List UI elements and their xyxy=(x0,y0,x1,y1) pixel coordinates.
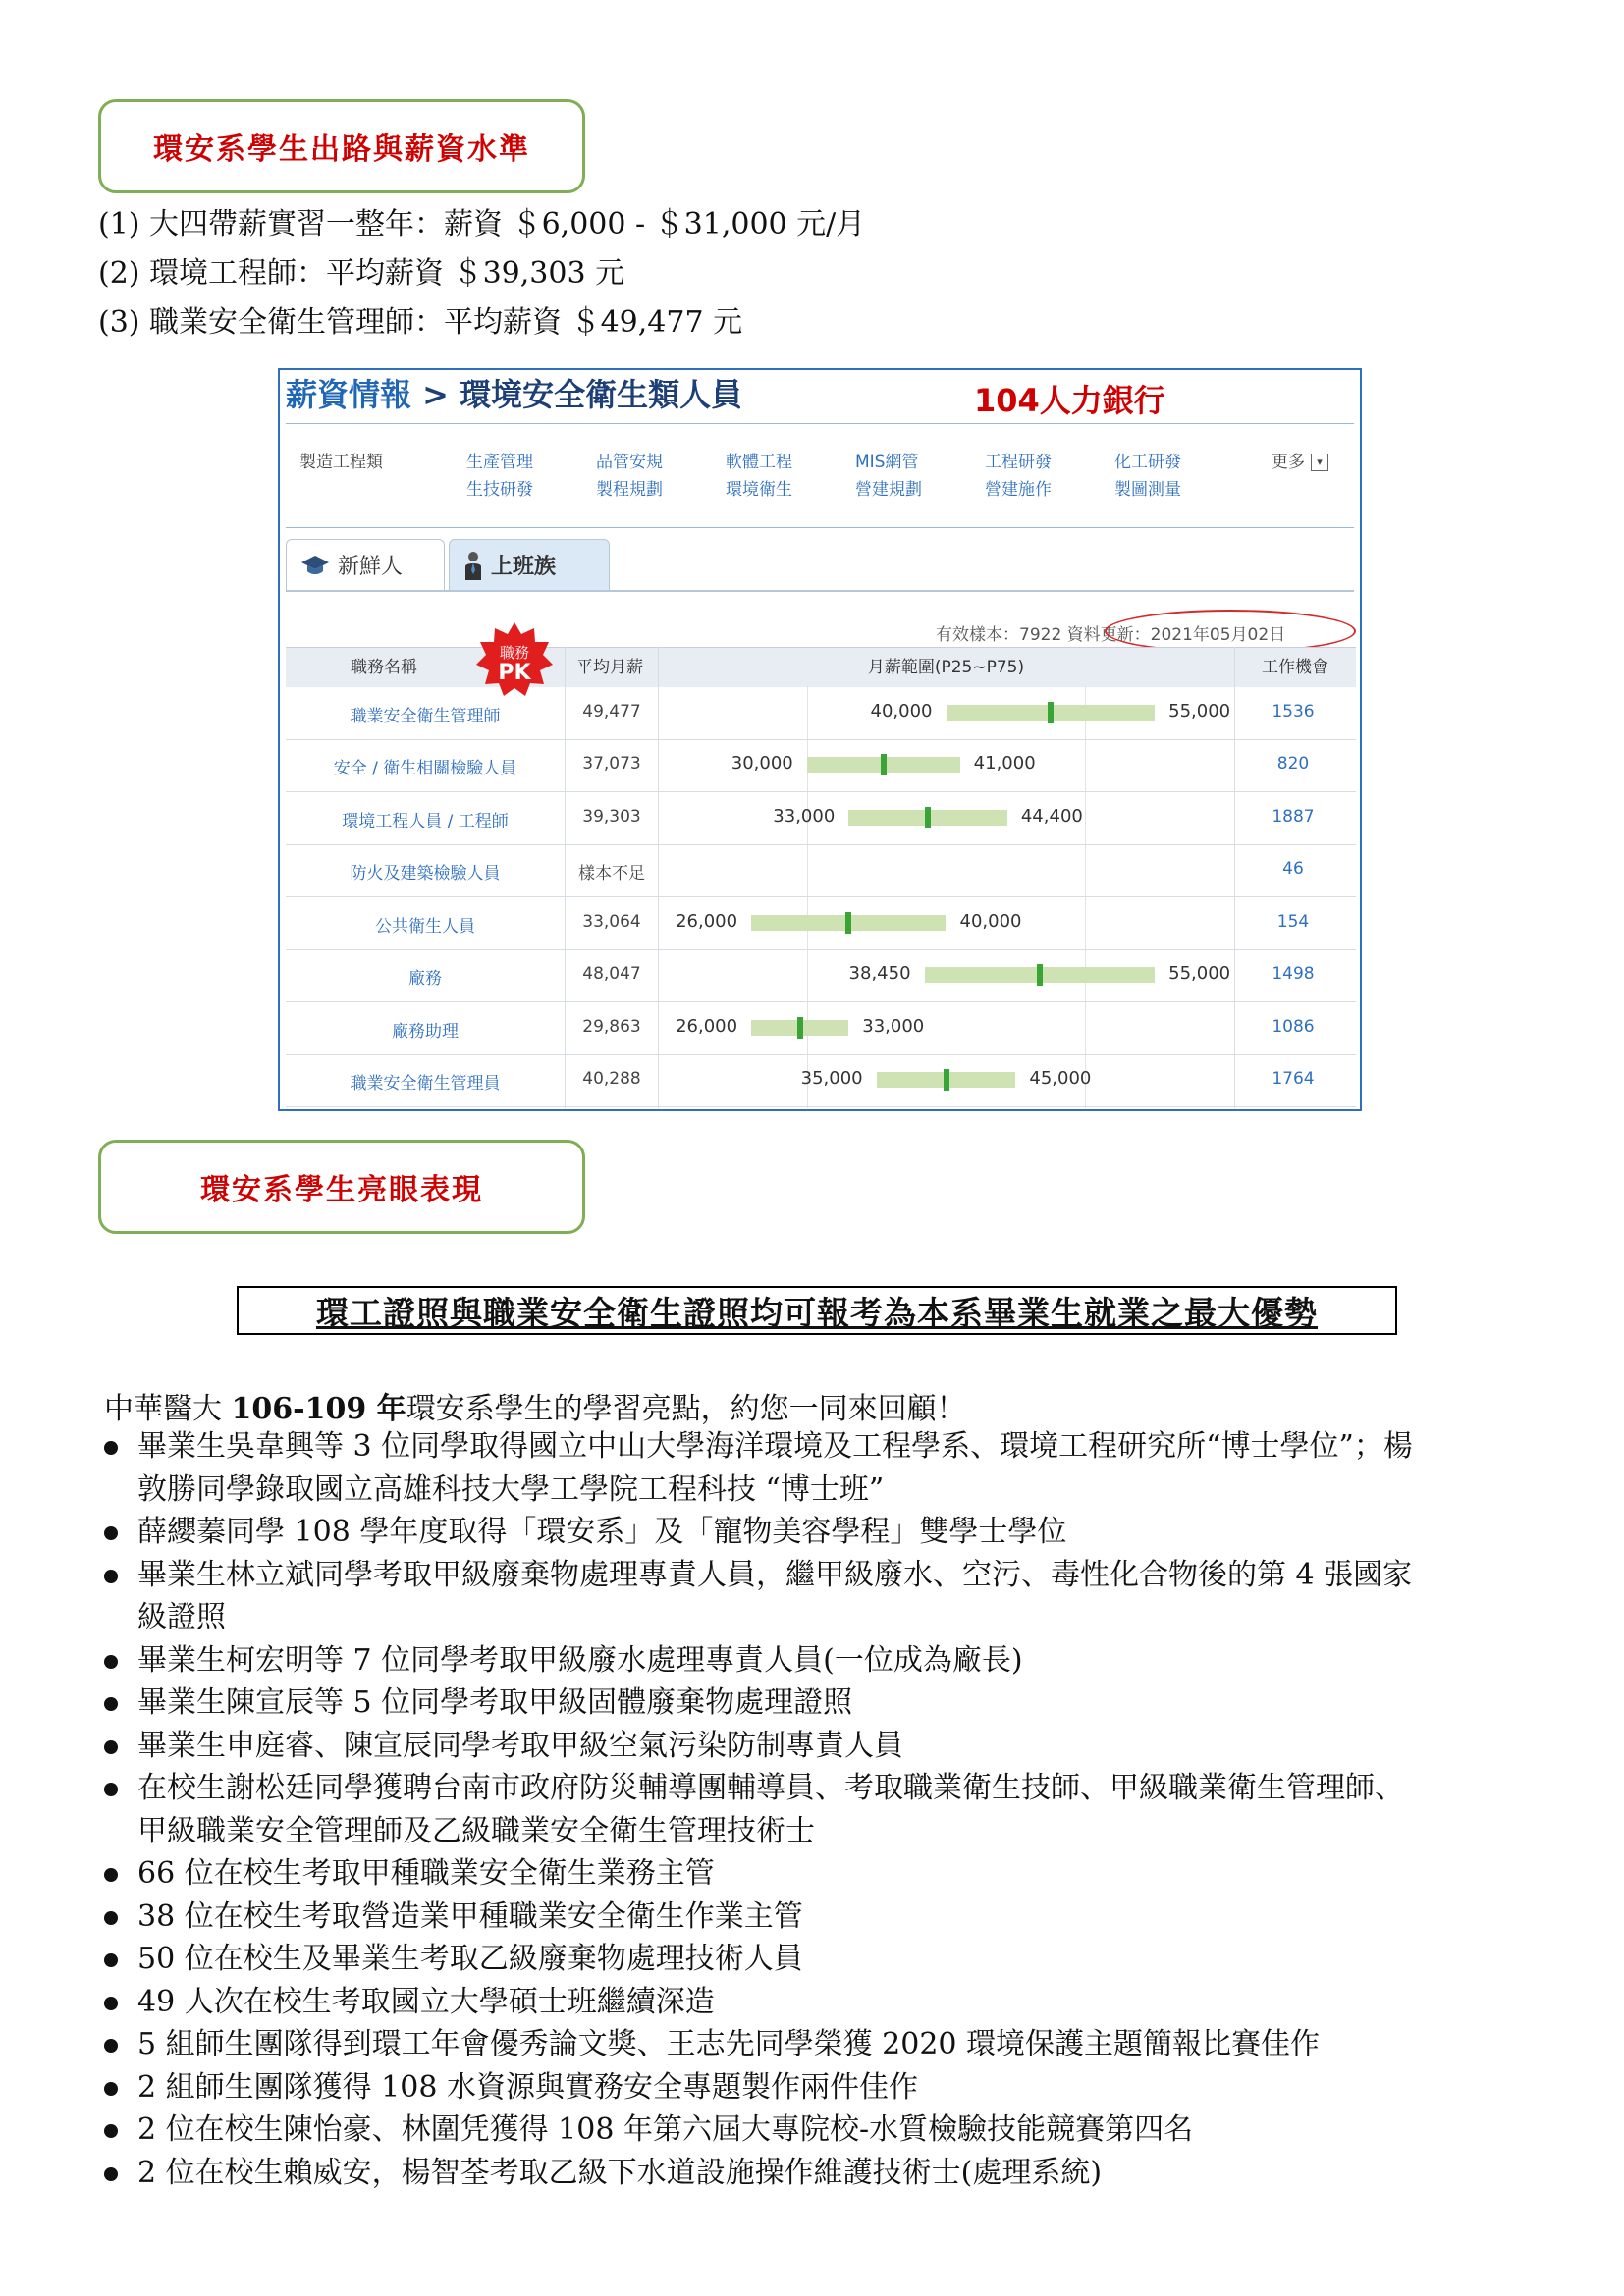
category-link[interactable]: 營建規劃 xyxy=(855,480,922,500)
list-item xyxy=(104,2109,1193,2152)
avg-salary: 49,477 xyxy=(582,701,641,721)
panel-title-rest: > 環境安全衛生類人員 xyxy=(411,376,743,413)
range-low-label: 38,450 xyxy=(848,963,911,985)
range-high-label: 44,400 xyxy=(1020,805,1083,827)
list-item-text: 畢業生申庭睿、陳宣辰同學考取甲級空氣污染防制專責人員 xyxy=(137,1728,903,1763)
bullet-icon xyxy=(104,1441,118,1455)
table-header xyxy=(286,644,1356,687)
salary-median-mark xyxy=(881,754,887,775)
avg-salary: 39,303 xyxy=(582,806,641,827)
pk-badge-bottom: PK xyxy=(498,661,531,685)
range-high-label: 33,000 xyxy=(862,1015,925,1037)
list-item-text: 薛纓蓁同學 108 學年度取得「環安系」及「寵物美容學程」雙學士學位 xyxy=(137,1515,1067,1549)
openings-link[interactable]: 1887 xyxy=(1272,806,1315,827)
row-divider xyxy=(286,739,1356,740)
list-item-text: 66 位在校生考取甲種職業安全衛生業務主管 xyxy=(137,1856,715,1891)
list-item xyxy=(104,1682,852,1725)
avg-salary: 48,047 xyxy=(582,964,641,985)
list-item xyxy=(104,2066,918,2109)
panel-title-lead[interactable]: 薪資情報 xyxy=(286,376,412,413)
bullet-icon xyxy=(104,1526,118,1540)
panel-title xyxy=(286,370,742,415)
list-item-text: 49 人次在校生考取國立大學碩士班繼續深造 xyxy=(137,1984,715,2019)
chevron-down-icon: ▾ xyxy=(1311,454,1328,471)
row-divider xyxy=(286,844,1356,845)
job-name-link[interactable]: 公共衛生人員 xyxy=(375,916,475,936)
avg-salary: 樣本不足 xyxy=(578,864,645,884)
list-item xyxy=(104,1767,1404,1810)
list-item-text: 2 位在校生陳怡豪、林圍凭獲得 108 年第六屆大專院校-水質檢驗技能競賽第四名 xyxy=(137,2112,1194,2147)
salary-line: (2) 環境工程師：平均薪資 ＄39,303 元 xyxy=(98,256,625,291)
tab-new-graduate[interactable] xyxy=(286,539,445,590)
avg-salary: 33,064 xyxy=(582,911,641,932)
bullet-icon xyxy=(104,2124,118,2138)
job-name-link[interactable]: 職業安全衛生管理員 xyxy=(350,1074,501,1095)
category-link[interactable]: MIS網管 xyxy=(855,453,919,472)
category-label: 製造工程類 xyxy=(299,453,383,472)
column-divider xyxy=(658,647,659,1108)
pk-badge-top: 職務 xyxy=(499,644,530,662)
bullet-icon xyxy=(104,1783,118,1796)
category-link[interactable]: 化工研發 xyxy=(1114,453,1181,472)
header-range: 月薪範圍(P25~P75) xyxy=(867,658,1025,677)
section-title: 環安系學生亮眼表現 xyxy=(200,1173,483,1207)
range-low-label: 26,000 xyxy=(676,1015,738,1037)
category-link[interactable]: 環境衛生 xyxy=(726,480,792,500)
salary-median-mark xyxy=(1048,702,1054,723)
list-item-text: 畢業生柯宏明等 7 位同學考取甲級廢水處理專責人員(一位成為廠長) xyxy=(137,1642,1023,1678)
category-link[interactable]: 製程規劃 xyxy=(596,480,663,500)
list-item xyxy=(104,1938,803,1981)
openings-link[interactable]: 820 xyxy=(1276,754,1310,774)
list-item xyxy=(104,1554,1412,1597)
bullet-icon xyxy=(104,1911,118,1925)
range-gridline xyxy=(1085,686,1086,1108)
range-high-label: 40,000 xyxy=(959,910,1022,932)
category-link[interactable]: 營建施作 xyxy=(985,480,1052,500)
row-divider xyxy=(286,949,1356,950)
salary-median-mark xyxy=(944,1069,949,1091)
divider xyxy=(286,590,1354,592)
openings-link[interactable]: 1536 xyxy=(1272,701,1315,721)
intro-line xyxy=(104,1384,966,1427)
list-item xyxy=(104,1511,1066,1554)
list-item-text: 2 位在校生賴威安，楊智荃考取乙級下水道設施操作維護技術士(處理系統) xyxy=(137,2155,1103,2190)
salary-line: (3) 職業安全衛生管理師：平均薪資 ＄49,477 元 xyxy=(98,305,743,340)
row-divider xyxy=(286,1054,1356,1055)
list-item xyxy=(104,1896,803,1939)
category-link[interactable]: 品管安規 xyxy=(596,453,663,472)
list-item xyxy=(104,2023,1320,2066)
range-low-label: 26,000 xyxy=(676,910,738,932)
list-item-text: 38 位在校生考取營造業甲種職業安全衛生作業主管 xyxy=(137,1898,803,1934)
list-item-continuation: 甲級職業安全管理師及乙級職業安全衛生管理技術士 xyxy=(137,1813,815,1848)
salary-median-mark xyxy=(797,1017,803,1039)
job-name-link[interactable]: 安全 / 衛生相關檢驗人員 xyxy=(333,759,517,779)
tab-office-worker[interactable] xyxy=(449,539,610,590)
openings-link[interactable]: 154 xyxy=(1276,911,1310,932)
worker-icon xyxy=(463,551,483,580)
bullet-icon xyxy=(104,1697,118,1711)
bullet-icon xyxy=(104,2167,118,2181)
pk-badge[interactable] xyxy=(475,620,554,699)
salary-line: (1) 大四帶薪實習一整年：薪資 ＄6,000 - ＄31,000 元/月 xyxy=(98,207,866,241)
row-divider xyxy=(286,1106,1356,1107)
salary-median-mark xyxy=(1037,964,1043,986)
openings-link[interactable]: 1764 xyxy=(1272,1069,1315,1090)
tab-label: 新鮮人 xyxy=(338,555,404,579)
range-high-label: 41,000 xyxy=(973,753,1036,774)
highlight-title: 環工證照與職業安全衛生證照均可報考為本系畢業生就業之最大優勢 xyxy=(237,1286,1397,1335)
list-item xyxy=(104,1425,1413,1468)
salary-median-mark xyxy=(925,807,931,828)
graduation-cap-icon xyxy=(300,554,330,577)
divider xyxy=(286,527,1354,528)
row-divider xyxy=(286,791,1356,792)
range-high-label: 55,000 xyxy=(1168,963,1231,985)
salary-info-panel xyxy=(278,368,1362,1111)
row-divider xyxy=(286,896,1356,897)
header-openings: 工作機會 xyxy=(1262,658,1328,677)
intro-text: 環安系學生的學習亮點，約您一同來回顧！ xyxy=(406,1392,966,1426)
intro-years: 106-109 年 xyxy=(231,1392,406,1426)
header-avg: 平均月薪 xyxy=(576,658,643,677)
openings-link[interactable]: 1498 xyxy=(1272,964,1315,985)
section-title-box xyxy=(98,1140,585,1234)
list-item xyxy=(104,1852,715,1896)
list-item-continuation: 級證照 xyxy=(137,1600,226,1634)
salary-median-mark xyxy=(845,912,851,934)
header-job: 職務名稱 xyxy=(351,658,417,677)
row-divider xyxy=(286,1001,1356,1002)
bullet-icon xyxy=(104,1740,118,1754)
bullet-icon xyxy=(104,1868,118,1882)
job-name-link[interactable]: 職業安全衛生管理師 xyxy=(350,706,501,726)
range-high-label: 45,000 xyxy=(1029,1068,1092,1090)
more-button[interactable] xyxy=(1272,449,1328,476)
category-link[interactable]: 生技研發 xyxy=(466,480,533,500)
list-item-text: 50 位在校生及畢業生考取乙級廢棄物處理技術人員 xyxy=(137,1942,803,1976)
bullet-icon xyxy=(104,1655,118,1669)
bullet-icon xyxy=(104,1997,118,2010)
list-item-text: 在校生謝松廷同學獲聘台南市政府防災輔導團輔導員、考取職業衛生技師、甲級職業衛生管理師、 xyxy=(137,1771,1404,1805)
openings-link[interactable]: 46 xyxy=(1282,859,1304,880)
category-link[interactable]: 軟體工程 xyxy=(726,453,792,472)
job-name-link[interactable]: 廠務助理 xyxy=(392,1021,459,1041)
range-high-label: 55,000 xyxy=(1168,700,1231,721)
range-low-label: 30,000 xyxy=(731,753,793,774)
tab-label: 上班族 xyxy=(491,555,557,579)
brand-label: 104人力銀行 xyxy=(974,382,1165,419)
section-title: 環安系學生出路與薪資水準 xyxy=(153,133,530,167)
list-item-text: 畢業生林立斌同學考取甲級廢棄物處理專責人員，繼甲級廢水、空污、毒性化合物後的第 4 張國家 xyxy=(137,1557,1413,1592)
range-low-label: 40,000 xyxy=(870,700,933,721)
avg-salary: 37,073 xyxy=(582,754,641,774)
avg-salary: 40,288 xyxy=(582,1069,641,1090)
list-item xyxy=(104,1981,715,2024)
more-label: 更多 xyxy=(1272,453,1305,472)
intro-text: 中華醫大 xyxy=(104,1392,232,1426)
divider xyxy=(286,423,1354,424)
bullet-icon xyxy=(104,2039,118,2053)
section-title-box xyxy=(98,99,585,193)
list-item xyxy=(104,1639,1023,1682)
bullet-icon xyxy=(104,1953,118,1967)
category-link[interactable]: 製圖測量 xyxy=(1114,480,1181,500)
list-item-text: 2 組師生團隊獲得 108 水資源與實務安全專題製作兩件佳作 xyxy=(137,2069,918,2105)
list-item-text: 畢業生吳韋興等 3 位同學取得國立中山大學海洋環境及工程學系、環境工程研究所“博士學位”；楊 xyxy=(137,1429,1413,1464)
category-link[interactable]: 生產管理 xyxy=(466,453,533,472)
job-name-link[interactable]: 廠務 xyxy=(408,969,442,989)
range-gridline xyxy=(807,686,808,1108)
bullet-icon xyxy=(104,2082,118,2096)
job-name-link[interactable]: 環境工程人員 / 工程師 xyxy=(342,811,509,831)
list-item-continuation: 敦勝同學錄取國立高雄科技大學工學院工程科技 “博士班” xyxy=(137,1471,885,1507)
list-item xyxy=(104,1725,903,1768)
openings-link[interactable]: 1086 xyxy=(1272,1016,1315,1037)
list-item xyxy=(104,2152,1102,2195)
job-name-link[interactable]: 防火及建築檢驗人員 xyxy=(350,864,501,884)
bullet-icon xyxy=(104,1570,118,1583)
avg-salary: 29,863 xyxy=(582,1016,641,1037)
list-item-text: 5 組師生團隊得到環工年會優秀論文獎、王志先同學榮獲 2020 環境保護主題簡報比賽佳作 xyxy=(137,2027,1321,2061)
list-item-text: 畢業生陳宣辰等 5 位同學考取甲級固體廢棄物處理證照 xyxy=(137,1685,853,1720)
category-link[interactable]: 工程研發 xyxy=(985,453,1052,472)
sample-update-meta: 有效樣本：7922 資料更新：2021年05月02日 xyxy=(936,625,1286,645)
range-low-label: 35,000 xyxy=(800,1068,863,1090)
range-low-label: 33,000 xyxy=(773,805,836,827)
column-divider xyxy=(565,647,566,1108)
